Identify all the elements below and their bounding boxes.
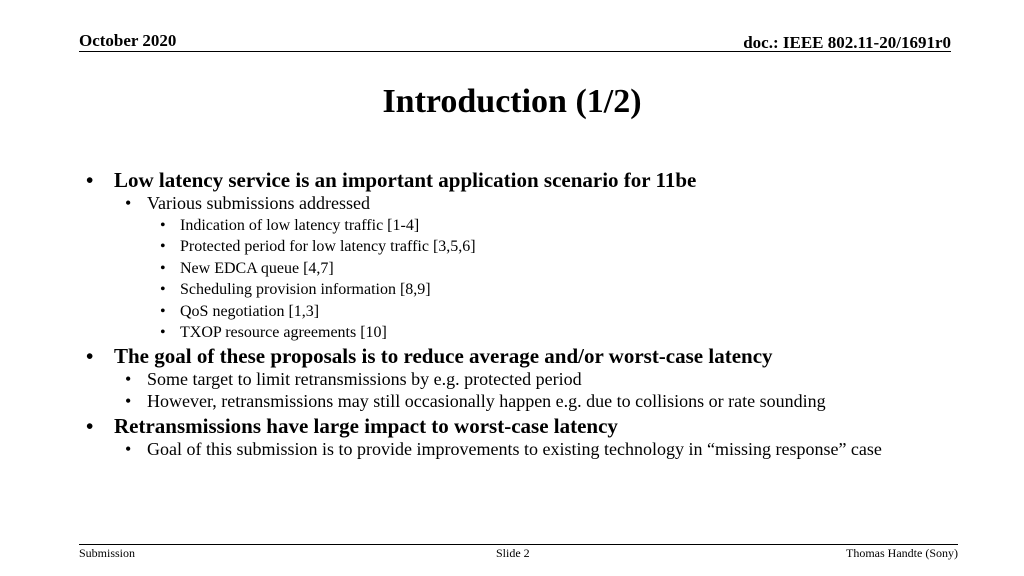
bullet-icon: • [125, 391, 132, 412]
bullet-text: The goal of these proposals is to reduce average and/or worst-case latency [114, 344, 773, 369]
sub-sub-bullet-item [80, 217, 950, 235]
bullet-text: Low latency service is an important application scenario for 11be [114, 168, 697, 192]
sub-bullet-item [80, 194, 950, 214]
bullet-icon: • [125, 439, 132, 460]
bullet-text: Goal of this submission is to provide improvements to existing technology in “missing response” case [147, 439, 882, 460]
bullet-icon: • [160, 302, 166, 320]
bullet-item [80, 414, 950, 438]
bullet-icon: • [86, 168, 94, 192]
bullet-icon: • [86, 344, 94, 369]
header-divider [79, 51, 951, 52]
bullet-icon: • [160, 323, 166, 341]
header-date: October 2020 [79, 31, 177, 50]
sub-sub-bullet-item [80, 303, 950, 321]
bullet-text: New EDCA queue [4,7] [180, 259, 334, 277]
bullet-icon: • [160, 238, 166, 256]
bullet-icon: • [160, 259, 166, 277]
footer-divider [79, 544, 958, 545]
bullet-text: Various submissions addressed [147, 193, 370, 214]
bullet-item [80, 344, 950, 368]
bullet-text: Scheduling provision information [8,9] [180, 281, 431, 299]
bullet-text: TXOP resource agreements [10] [180, 323, 387, 341]
bullet-icon: • [86, 414, 94, 439]
sub-sub-bullet-item [80, 281, 950, 299]
sub-sub-bullet-item [80, 238, 950, 256]
bullet-text: However, retransmissions may still occasionally happen e.g. due to collisions or rate sounding [147, 391, 826, 412]
sub-bullet-item [80, 440, 950, 460]
bullet-text: Indication of low latency traffic [1-4] [180, 216, 420, 234]
bullet-icon: • [125, 369, 132, 390]
sub-bullet-item [80, 392, 950, 412]
footer-slide-number: Slide 2 [496, 546, 530, 560]
sub-sub-bullet-item [80, 260, 950, 278]
bullet-text: Some target to limit retransmissions by e.g. protected period [147, 369, 582, 390]
bullet-text: Retransmissions have large impact to worst-case latency [114, 414, 618, 439]
bullet-icon: • [160, 281, 166, 299]
bullet-text: Protected period for low latency traffic [3,5,6] [180, 238, 476, 256]
sub-bullet-item [80, 370, 950, 390]
slide-title: Introduction (1/2) [382, 83, 642, 120]
bullet-icon: • [160, 216, 166, 234]
header-doc-id: doc.: IEEE 802.11-20/1691r0 [743, 33, 951, 52]
bullet-icon: • [125, 193, 132, 214]
footer-submission: Submission [79, 546, 136, 560]
bullet-item [80, 168, 950, 192]
bullet-text: QoS negotiation [1,3] [180, 302, 320, 320]
footer-author: Thomas Handte (Sony) [846, 546, 958, 560]
slide-body [80, 166, 950, 460]
sub-sub-bullet-item [80, 324, 950, 342]
